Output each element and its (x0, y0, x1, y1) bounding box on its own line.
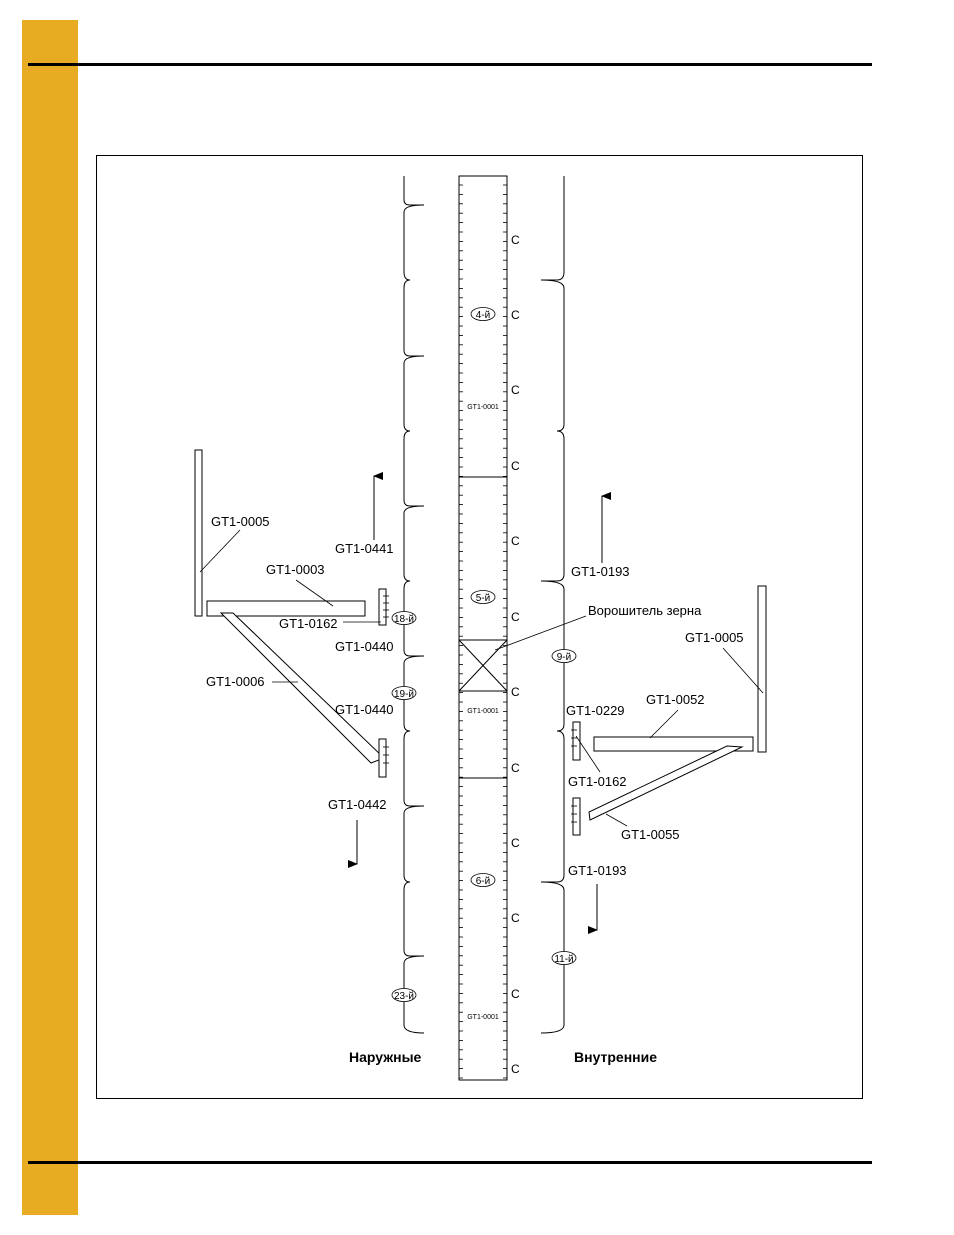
c-label: C (511, 534, 520, 548)
inner-wall-profile (541, 176, 564, 1033)
caption-inner: Внутренние (574, 1049, 658, 1065)
ring-tags (471, 308, 495, 888)
c-labels (511, 233, 520, 1076)
ring-tag-4: 4-й (475, 310, 491, 321)
wall-tag-23: 23-й (393, 991, 415, 1002)
label-gt1-0193-up: GT1-0193 (571, 564, 630, 579)
label-gt1-0003: GT1-0003 (266, 562, 325, 577)
wall-tag-19: 19-й (393, 689, 415, 700)
wall-tag-11: 11-й (554, 954, 574, 965)
label-gt1-0055: GT1-0055 (621, 827, 680, 842)
c-label: C (511, 383, 520, 397)
ring-tag-5: 5-й (475, 593, 491, 604)
label-gt1-0441: GT1-0441 (335, 541, 394, 556)
ladder-part-label: GT1-0001 (467, 708, 499, 715)
c-label: C (511, 685, 520, 699)
c-label: C (511, 610, 520, 624)
wall-tag-18: 18-й (393, 614, 415, 625)
c-label: C (511, 836, 520, 850)
c-label: C (511, 761, 520, 775)
label-gt1-0006: GT1-0006 (206, 674, 265, 689)
label-outer-gt1-0162: GT1-0162 (279, 616, 338, 631)
label-inner-gt1-0005: GT1-0005 (685, 630, 744, 645)
label-gt1-0440-a: GT1-0440 (335, 639, 394, 654)
outer-post-gt1-0005 (195, 450, 202, 616)
label-gt1-0193-down: GT1-0193 (568, 863, 627, 878)
label-inner-gt1-0162: GT1-0162 (568, 774, 627, 789)
outer-bracket-gt1-0162 (379, 589, 386, 625)
ladder-part-label: GT1-0001 (467, 404, 499, 411)
c-label: C (511, 308, 520, 322)
inner-post-gt1-0005 (758, 586, 766, 752)
caption-outer: Наружные (349, 1049, 422, 1065)
c-label: C (511, 459, 520, 473)
c-label: C (511, 911, 520, 925)
label-gt1-0442: GT1-0442 (328, 797, 387, 812)
inner-bracket-lower (573, 798, 580, 835)
c-label: C (511, 233, 520, 247)
label-grain-stirrer: Ворошитель зерна (588, 603, 702, 618)
outer-parts (195, 450, 386, 777)
c-label: C (511, 987, 520, 1001)
wall-tag-9: 9-й (556, 652, 572, 663)
label-outer-gt1-0005: GT1-0005 (211, 514, 270, 529)
label-gt1-0052: GT1-0052 (646, 692, 705, 707)
outer-wall-profile (404, 176, 424, 1033)
ladder-part-label: GT1-0001 (467, 1014, 499, 1021)
c-label: C (511, 1062, 520, 1076)
grain-stirrer-box (459, 640, 507, 691)
outer-bracket-lower (379, 739, 386, 777)
label-gt1-0440-b: GT1-0440 (335, 702, 394, 717)
label-gt1-0229: GT1-0229 (566, 703, 625, 718)
ring-tag-6: 6-й (475, 876, 491, 887)
